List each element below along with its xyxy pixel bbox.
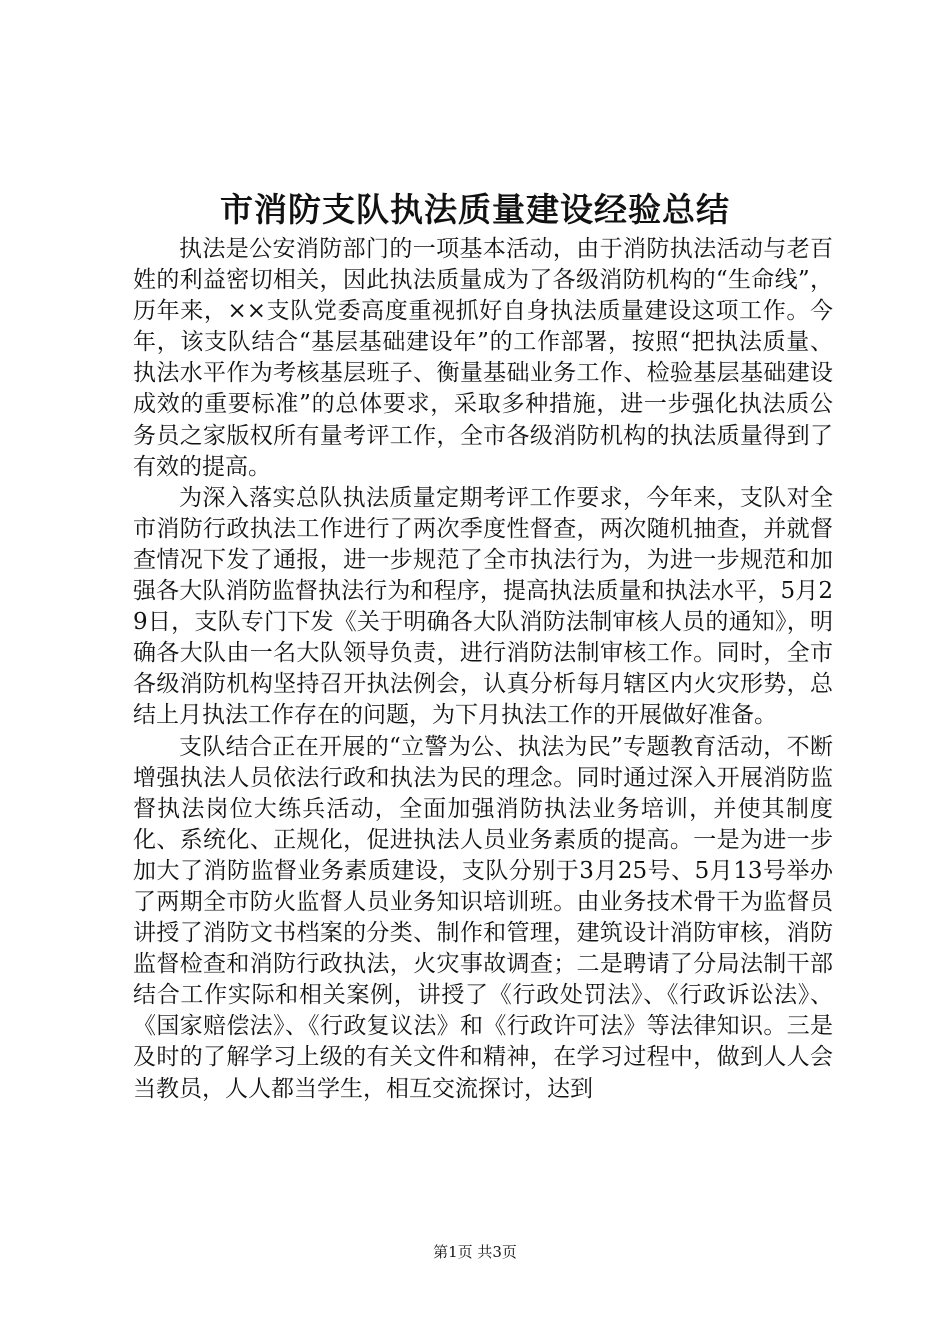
paragraph-3: 支队结合正在开展的“立警为公、执法为民”专题教育活动，不断增强执法人员依法行政和执法为民的理念。同时通过深入开展消防监督执法岗位大练兵活动，全面加强消防执法业务培训，并使其制度化、系统化、正规化，促进执法人员业务素质的提高。一是为进一步加大了消防监督业务素质建设，支队分别于3月25号、5月13号举办了两期全市防火监督人员业务知识培训班。由业务技术骨干为监督员讲授了消防文书档案的分类、制作和管理，建筑设计消防审核，消防监督检查和消防行政执法，火灾事故调查；二是聘请了分局法制干部结合工作实际和相关案例，讲授了《行政处罚法》、《行政诉讼法》、《国家赔偿法》、《行政复议法》和《行政许可法》等法律知识。三是及时的了解学习上级的有关文件和精神，在学习过程中，做到人人会当教员，人人都当学生，相互交流探讨，达到: [133, 733, 833, 1102]
paragraph-2: 为深入落实总队执法质量定期考评工作要求，今年来，支队对全市消防行政执法工作进行了两次季度性督查，两次随机抽查，并就督查情况下发了通报，进一步规范了全市执法行为，为进一步规范和加强各大队消防监督执法行为和程序，提高执法质量和执法水平，5月29日，支队专门下发《关于明确各大队消防法制审核人员的通知》，明确各大队由一名大队领导负责，进行消防法制审核工作。同时，全市各级消防机构坚持召开执法例会，认真分析每月辖区内火灾形势，总结上月执法工作存在的问题，为下月执法工作的开展做好准备。: [133, 484, 833, 729]
paragraph-1: 执法是公安消防部门的一项基本活动，由于消防执法活动与老百姓的利益密切相关，因此执法质量成为了各级消防机构的“生命线”，历年来，××支队党委高度重视抓好自身执法质量建设这项工作。今年，该支队结合“基层基础建设年”的工作部署，按照“把执法质量、执法水平作为考核基层班子、衡量基础业务工作、检验基层基础建设成效的重要标准”的总体要求，采取多种措施，进一步强化执法质公务员之家版权所有量考评工作，全市各级消防机构的执法质量得到了有效的提高。: [133, 236, 833, 480]
page-title: 市消防支队执法质量建设经验总结: [220, 190, 730, 229]
page-number-footer: 第1页 共3页: [433, 1243, 517, 1261]
document-body: [133, 234, 833, 1105]
